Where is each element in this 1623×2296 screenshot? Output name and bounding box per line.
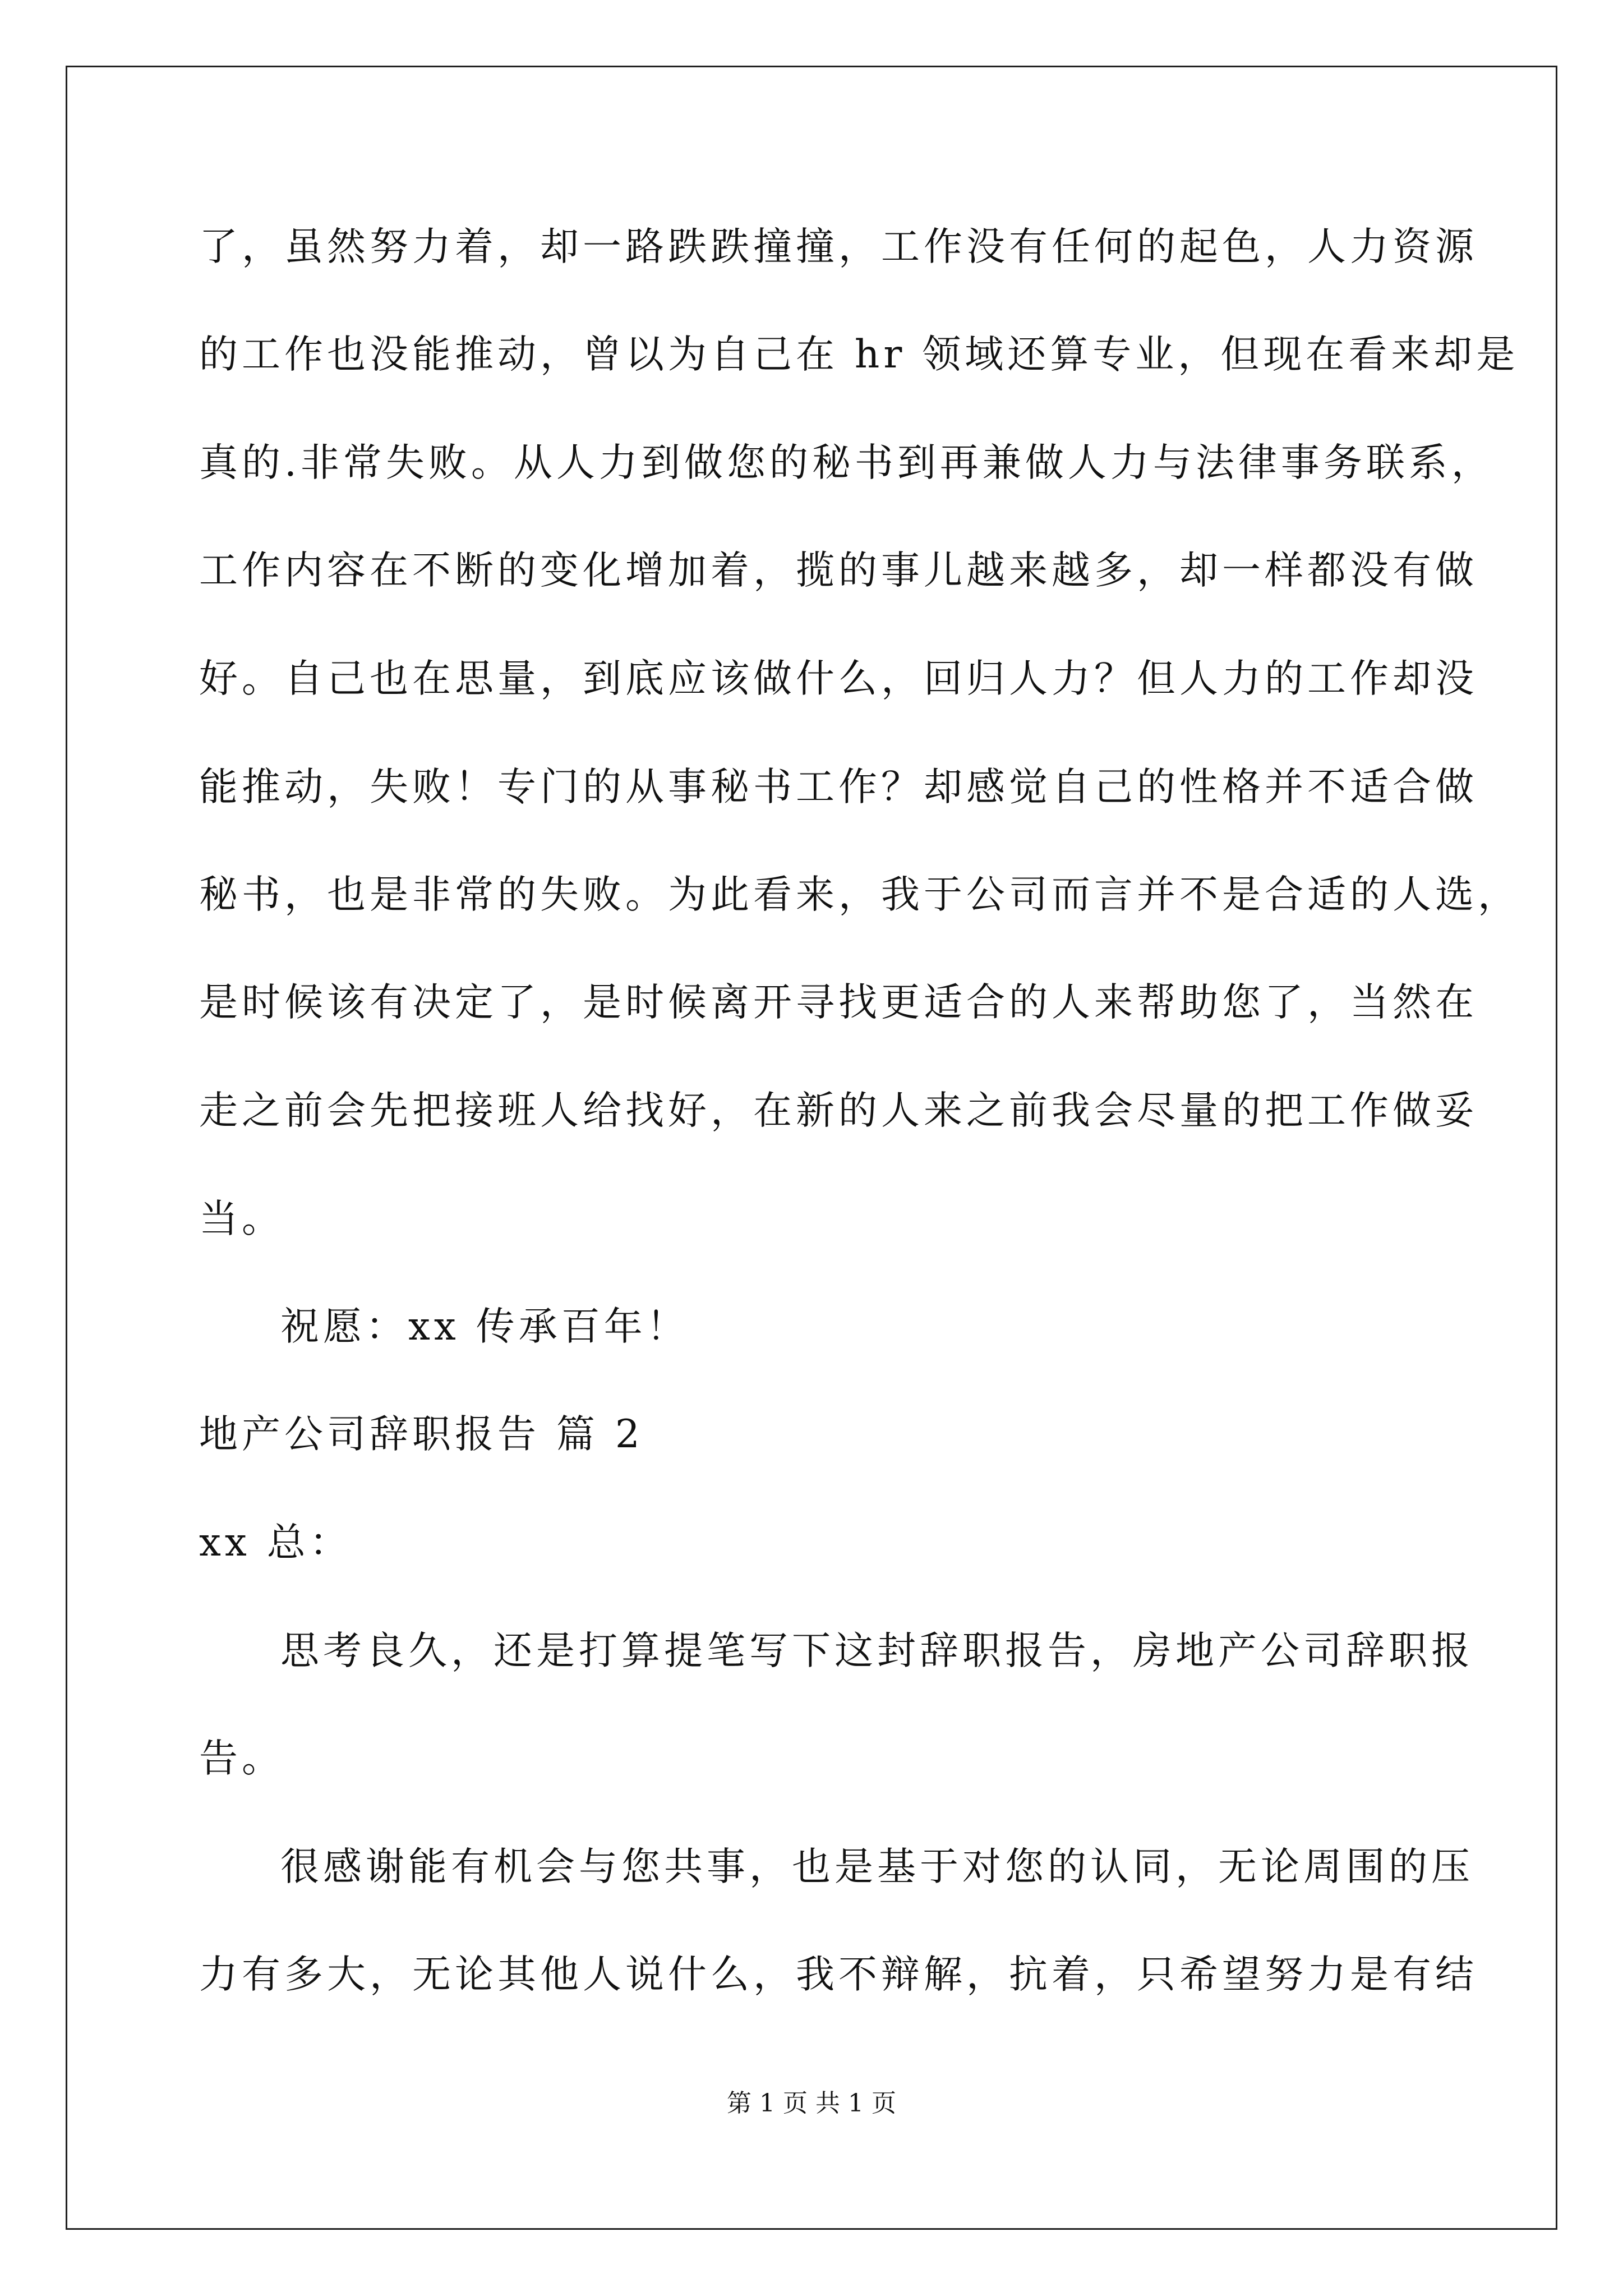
body-line-17: 力有多大，无论其他人说什么，我不辩解，抗着，只希望努力是有结 [199,1952,1478,1997]
body-line-6: 能推动，失败！专门的从事秘书工作？却感觉自己的性格并不适合做 [199,765,1478,809]
body-line-2: 的工作也没能推动，曾以为自己在 hr 领域还算专业，但现在看来却是 [199,332,1519,377]
body-line-9: 走之前会先把接班人给找好，在新的人来之前我会尽量的把工作做妥 [199,1088,1478,1133]
closing-wish: 祝愿：xx 传承百年！ [280,1304,689,1349]
body-line-15: 告。 [199,1736,284,1781]
body-line-16: 很感谢能有机会与您共事，也是基于对您的认同，无论周围的压 [280,1844,1474,1889]
section-heading: 地产公司辞职报告 篇 2 [199,1412,644,1457]
body-line-3: 真的.非常失败。从人力到做您的秘书到再兼做人力与法律事务联系， [199,440,1494,485]
body-line-8: 是时候该有决定了，是时候离开寻找更适合的人来帮助您了，当然在 [199,980,1478,1025]
salutation: xx 总： [199,1520,352,1565]
page-border [66,66,1557,2230]
body-line-5: 好。自己也在思量，到底应该做什么，回归人力？但人力的工作却没 [199,656,1478,701]
page-number-footer: 第 1 页 共 1 页 [727,2089,896,2118]
body-line-14: 思考良久，还是打算提笔写下这封辞职报告，房地产公司辞职报 [280,1628,1474,1673]
body-line-1: 了，虽然努力着，却一路跌跌撞撞，工作没有任何的起色，人力资源 [199,224,1478,269]
body-line-4: 工作内容在不断的变化增加着，揽的事儿越来越多，却一样都没有做 [199,548,1478,593]
body-line-7: 秘书，也是非常的失败。为此看来，我于公司而言并不是合适的人选， [199,872,1520,917]
body-line-10: 当。 [199,1197,284,1241]
